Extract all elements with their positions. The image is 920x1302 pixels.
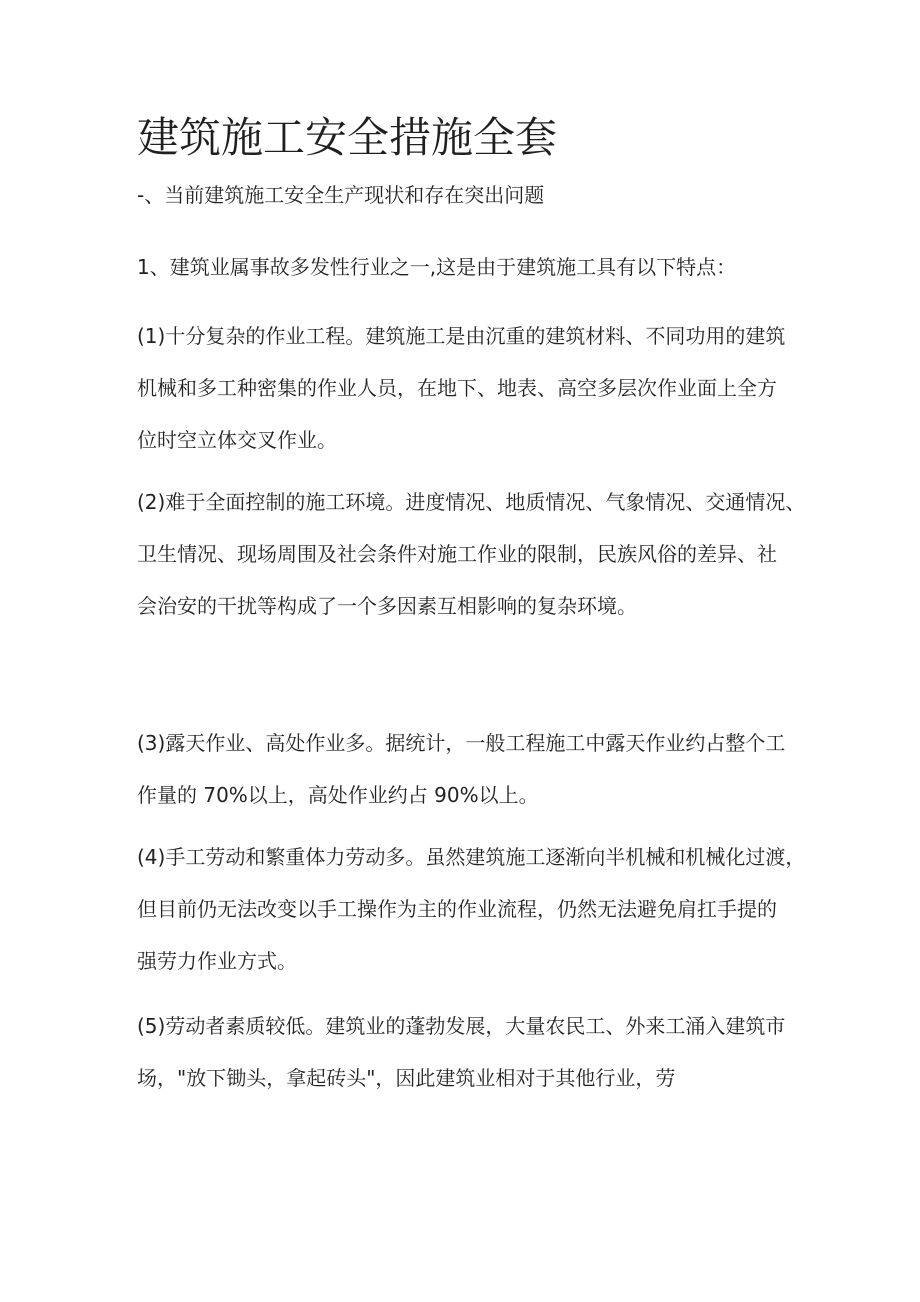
paragraph-line: 场，"放下锄头，拿起砖头"，因此建筑业相对于其他行业，劳 xyxy=(137,1066,676,1090)
paragraph-line: 强劳力作业方式。 xyxy=(137,949,297,973)
paragraph-line: (4)手工劳动和繁重体力劳动多。虽然建筑施工逐渐向半机械和机械化过渡， xyxy=(137,845,806,869)
section-heading: -、当前建筑施工安全生产现状和存在突出问题 xyxy=(137,183,545,207)
paragraph-4 xyxy=(137,717,797,821)
document-title: 建筑施工安全措施全套 xyxy=(137,113,558,162)
paragraph-2 xyxy=(137,310,797,466)
paragraph-line: 位时空立体交叉作业。 xyxy=(137,428,337,452)
paragraph-line: 会治安的干扰等构成了一个多因素互相影响的复杂环境。 xyxy=(137,594,637,618)
paragraph-line: 机械和多工种密集的作业人员，在地下、地表、高空多层次作业面上全方 xyxy=(137,376,777,400)
paragraph-5 xyxy=(137,831,806,987)
paragraph-line: (3)露天作业、高处作业多。据统计，一般工程施工中露天作业约占整个工 xyxy=(137,731,786,755)
paragraph-line: 作量的 70%以上，高处作业约占 90%以上。 xyxy=(137,783,539,807)
paragraph-6 xyxy=(137,1000,797,1104)
paragraph-line: (2)难于全面控制的施工环境。进度情况、地质情况、气象情况、交通情况、 xyxy=(137,490,806,514)
paragraph-line: 但目前仍无法改变以手工操作为主的作业流程，仍然无法避免肩扛手提的 xyxy=(137,897,777,921)
paragraph-line: (5)劳动者素质较低。建筑业的蓬勃发展，大量农民工、外来工涌入建筑市 xyxy=(137,1014,786,1038)
paragraph-line: 1、建筑业属事故多发性行业之一,这是由于建筑施工具有以下特点： xyxy=(137,255,737,279)
paragraph-1 xyxy=(137,241,797,293)
paragraph-line: 卫生情况、现场周围及社会条件对施工作业的限制，民族风俗的差异、社 xyxy=(137,542,777,566)
paragraph-3 xyxy=(137,476,806,632)
paragraph-line: (1)十分复杂的作业工程。建筑施工是由沉重的建筑材料、不同功用的建筑 xyxy=(137,324,786,348)
